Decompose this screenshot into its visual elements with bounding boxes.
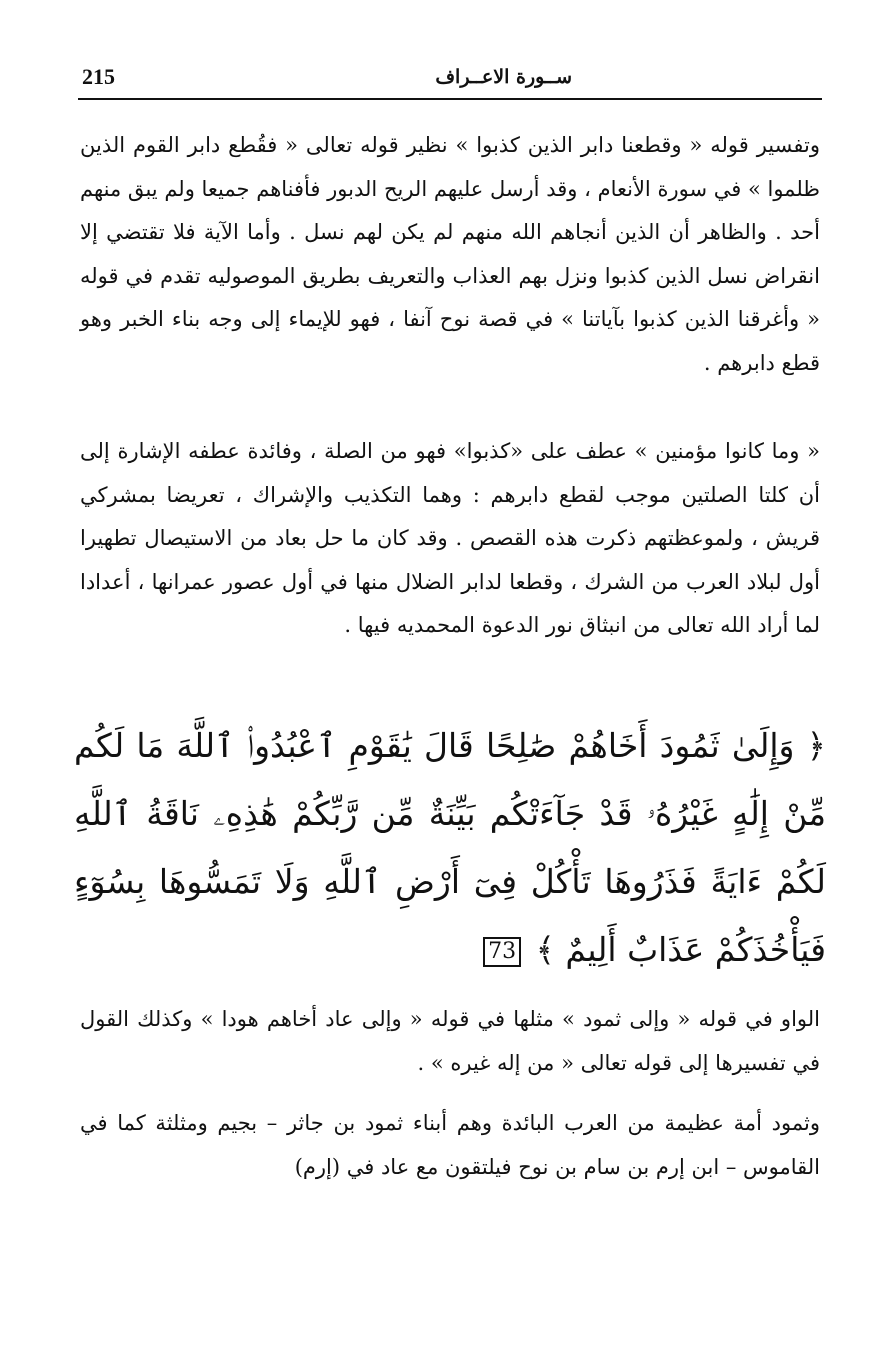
page-header xyxy=(78,58,822,100)
commentary-paragraph: « وما كانوا مؤمنين » عطف على «كذبوا» فهو من الصلة ، وفائدة عطفه الإشارة إلى أن كلتا الصلتين موجب لقطع دابرهم : وهما التكذيب والإشراك ، تعريضا بمشركي قريش ، ولموعظتهم ذكرت هذه القصص . وقد كان ما حل بعاد من الاستيصال تطهيرا أول لبلاد العرب من الشرك ، وقطعا لدابر الضلال منها في أول عصور عمرانها ، أعدادا لما أراد الله تعالى من انبثاق نور الدعوة المحمديه فيها . xyxy=(80,439,820,637)
page-number: 215 xyxy=(82,64,115,89)
commentary-paragraph: وثمود أمة عظيمة من العرب البائدة وهم أبناء ثمود بن جاثر – بجيم ومثلثة كما في القاموس – ابن إرم بن سام بن نوح فيلتقون مع عاد في (إرم) xyxy=(80,1111,820,1179)
commentary-paragraph: وتفسير قوله « وقطعنا دابر الذين كذبوا » نظير قوله تعالى « فقُطع دابر القوم الذين ظلموا » في سورة الأنعام ، وقد أرسل عليهم الريح الدبور فأفناهم جميعا ولم يبق منهم أحد . والظاهر أن الذين أنجاهم الله منهم لم يكن لهم نسل . وأما الآية فلا تقتضي إلا انقراض نسل الذين كذبوا ونزل بهم العذاب والتعريف بطريق الموصوليه تقدم في قوله « وأغرقنا الذين كذبوا بآياتنا » في قصة نوح آنفا ، فهو للإيماء إلى وجه بناء الخبر وهو قطع دابرهم . xyxy=(80,133,820,375)
running-title: ســورة الاعــراف xyxy=(435,66,572,88)
verse-text: ﴿ وَإِلَىٰ ثَمُودَ أَخَاهُمْ صَٰلِحًا قَالَ يَٰقَوْمِ ٱعْبُدُوا۟ ٱللَّهَ مَا لَكُم مِّنْ إِلَٰهٍ غَيْرُهُۥ قَدْ جَآءَتْكُم بَيِّنَةٌ مِّن رَّبِّكُمْ هَٰذِهِۦ نَاقَةُ ٱللَّهِ لَكُمْ ءَايَةً فَذَرُوهَا تَأْكُلْ فِىٓ أَرْضِ ٱللَّهِ وَلَا تَمَسُّوهَا بِسُوٓءٍ فَيَأْخُذَكُمْ عَذَابٌ أَلِيمٌ ﴾ xyxy=(74,726,826,969)
commentary-paragraph: الواو في قوله « وإلى ثمود » مثلها في قوله « وإلى عاد أخاهم هودا » وكذلك القول في تفسيرها إلى قوله تعالى « من إله غيره » . xyxy=(80,1007,820,1075)
quran-verse xyxy=(74,712,826,984)
verse-number: 73 xyxy=(483,937,521,967)
